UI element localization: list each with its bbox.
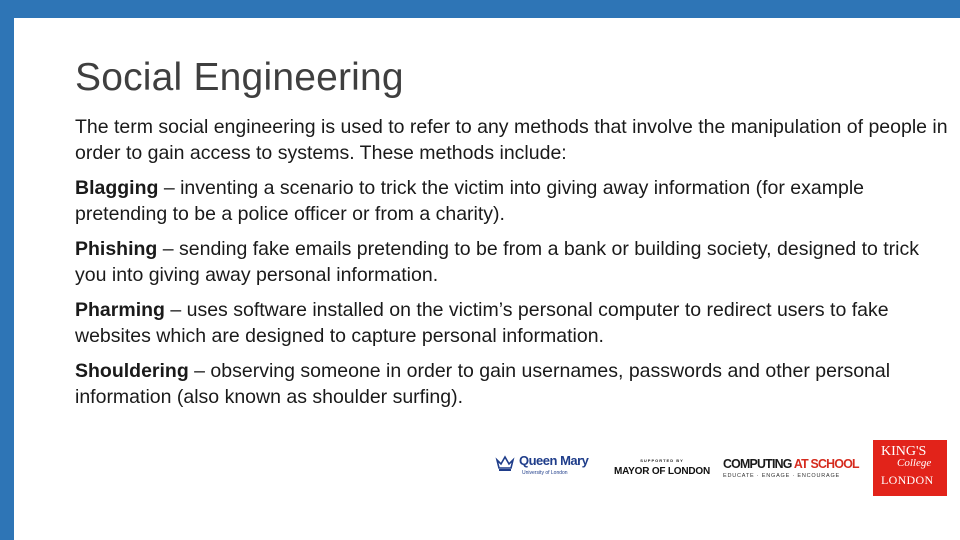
logo-strip (494, 438, 934, 498)
kcl-line1: KING'S (881, 444, 927, 459)
item-pharming (75, 297, 950, 349)
item-phishing (75, 236, 950, 288)
slide-body (75, 114, 950, 419)
description: – observing someone in order to gain usernames, passwords and other personal information (also known as shoulder surfing). (75, 360, 891, 408)
computing-at-school-logo (723, 456, 859, 486)
description: – sending fake emails pretending to be from a bank or building society, designed to trick you into giving away personal information. (75, 238, 920, 286)
cas-name-b: AT SCHOOL (793, 456, 859, 471)
queen-mary-sub: University of London (522, 470, 568, 476)
queen-mary-logo (494, 452, 594, 482)
term: Shouldering (75, 360, 189, 382)
kcl-line3: LONDON (881, 473, 934, 487)
cas-name-a: COMPUTING (723, 456, 794, 471)
description: – inventing a scenario to trick the victim into giving away information (for example pretending to be a police officer or from a charity). (75, 177, 864, 225)
cas-tagline: EDUCATE · ENGAGE · ENCOURAGE (723, 473, 841, 479)
mayor-name: MAYOR OF LONDON (613, 466, 711, 477)
kings-college-london-logo (873, 440, 947, 496)
mayor-supported-by: SUPPORTED BY (640, 458, 684, 463)
queen-mary-name: Queen Mary (519, 453, 589, 468)
term: Pharming (75, 299, 165, 321)
slide-title: Social Engineering (75, 56, 404, 99)
kcl-line2: College (897, 457, 932, 469)
mayor-of-london-logo (612, 458, 712, 482)
cas-name (723, 456, 859, 471)
term: Blagging (75, 177, 159, 199)
slide (14, 18, 960, 540)
description: – uses software installed on the victim’s personal computer to redirect users to fake websites which are designed to capture personal information. (75, 299, 889, 347)
item-shouldering (75, 358, 950, 410)
item-blagging (75, 175, 950, 227)
term: Phishing (75, 238, 158, 260)
intro-paragraph: The term social engineering is used to refer to any methods that involve the manipulation of people in order to gain access to systems. These methods include: (75, 116, 948, 164)
crown-icon (494, 452, 516, 474)
